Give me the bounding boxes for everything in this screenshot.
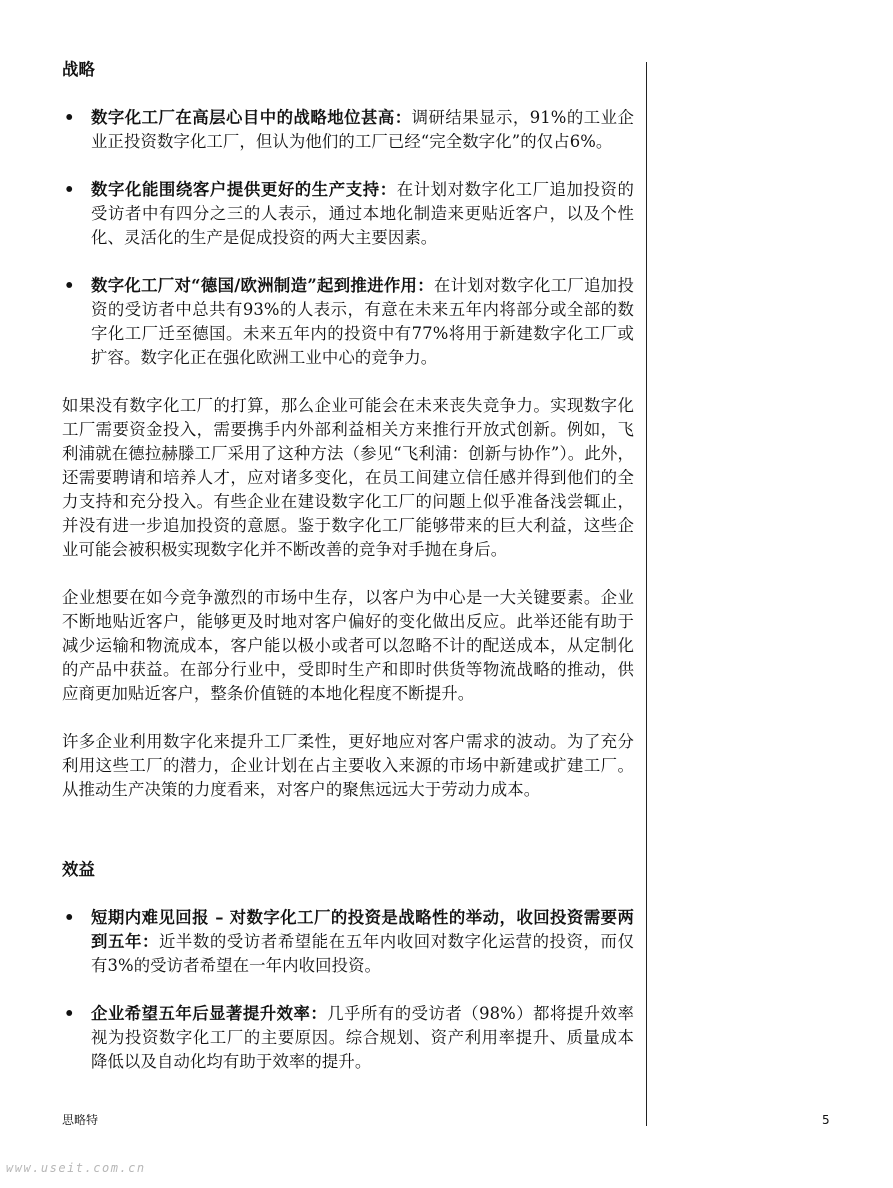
bullet-text: 近半数的受访者希望能在五年内收回对数字化运营的投资，而仅有3%的受访者希望在一年内收回投资。 bbox=[91, 932, 634, 975]
bullet-lead: 数字化工厂对“德国/欧洲制造”起到推进作用： bbox=[91, 276, 434, 295]
body-paragraph: 如果没有数字化工厂的打算，那么企业可能会在未来丧失竞争力。实现数字化工厂需要资金投入，需要携手内外部利益相关方来推行开放式创新。例如，飞利浦就在德拉赫滕工厂采用了这种方法（参见“飞利浦：创新与协作”）。此外，还需要聘请和培养人才，应对诸多变化，在员工间建立信任感并得到他们的全力支持和充分投入。有些企业在建设数字化工厂的问题上似乎准备浅尝辄止，并没有进一步追加投资的意愿。鉴于数字化工厂能够带来的巨大利益，这些企业可能会被积极实现数字化并不断改善的竞争对手抛在身后。 bbox=[62, 396, 634, 559]
bullet-icon: • bbox=[64, 276, 75, 295]
column-divider bbox=[646, 62, 647, 1126]
strategy-bullet-item bbox=[62, 178, 634, 250]
bullet-icon: • bbox=[64, 108, 75, 127]
bullet-icon: • bbox=[64, 1004, 75, 1023]
bullet-lead: 数字化能围绕客户提供更好的生产支持： bbox=[91, 180, 397, 199]
bullet-text: 在计划对数字化工厂追加投资的受访者中有四分之三的人表示，通过本地化制造来更贴近客户，以及个性化、灵活化的生产是促成投资的两大主要因素。 bbox=[91, 180, 634, 247]
bullet-lead: 企业希望五年后显著提升效率： bbox=[91, 1004, 328, 1023]
main-column bbox=[62, 58, 634, 1074]
bullet-text: 几乎所有的受访者（98%）都将提升效率视为投资数字化工厂的主要原因。综合规划、资产利用率提升、质量成本降低以及自动化均有助于效率的提升。 bbox=[91, 1004, 634, 1071]
bullet-text: 在计划对数字化工厂追加投资的受访者中总共有93%的人表示，有意在未来五年内将部分或全部的数字化工厂迁至德国。未来五年内的投资中有77%将用于新建数字化工厂或扩容。数字化正在强化欧洲工业中心的竞争力。 bbox=[91, 276, 634, 367]
strategy-bullet-item bbox=[62, 274, 634, 370]
bullet-lead: 短期内难见回报 – 对数字化工厂的投资是战略性的举动，收回投资需要两到五年： bbox=[91, 908, 634, 951]
bullet-text: 调研结果显示，91%的工业企业正投资数字化工厂，但认为他们的工厂已经“完全数字化”的仅占6%。 bbox=[91, 108, 634, 151]
section-heading-strategy: 战略 bbox=[62, 60, 95, 79]
benefits-bullet-list bbox=[62, 906, 634, 1074]
watermark: www.useit.com.cn bbox=[6, 1161, 146, 1175]
bullet-lead: 数字化工厂在高层心目中的战略地位甚高： bbox=[91, 108, 412, 127]
footer-publisher: 思略特 bbox=[62, 1113, 99, 1127]
body-paragraph: 许多企业利用数字化来提升工厂柔性，更好地应对客户需求的波动。为了充分利用这些工厂的潜力，企业计划在占主要收入来源的市场中新建或扩建工厂。从推动生产决策的力度看来，对客户的聚焦远远大于劳动力成本。 bbox=[62, 732, 634, 799]
page-number: 5 bbox=[822, 1113, 830, 1127]
strategy-bullet-list bbox=[62, 106, 634, 370]
bullet-icon: • bbox=[64, 180, 75, 199]
benefits-bullet-item bbox=[62, 1002, 634, 1074]
strategy-bullet-item bbox=[62, 106, 634, 154]
body-paragraph: 企业想要在如今竞争激烈的市场中生存，以客户为中心是一大关键要素。企业不断地贴近客户，能够更及时地对客户偏好的变化做出反应。此举还能有助于减少运输和物流成本，客户能以极小或者可以忽略不计的配送成本，从定制化的产品中获益。在部分行业中，受即时生产和即时供货等物流战略的推动，供应商更加贴近客户，整条价值链的本地化程度不断提升。 bbox=[62, 588, 634, 703]
section-heading-benefits: 效益 bbox=[62, 860, 95, 879]
benefits-bullet-item bbox=[62, 906, 634, 978]
bullet-icon: • bbox=[64, 908, 75, 927]
